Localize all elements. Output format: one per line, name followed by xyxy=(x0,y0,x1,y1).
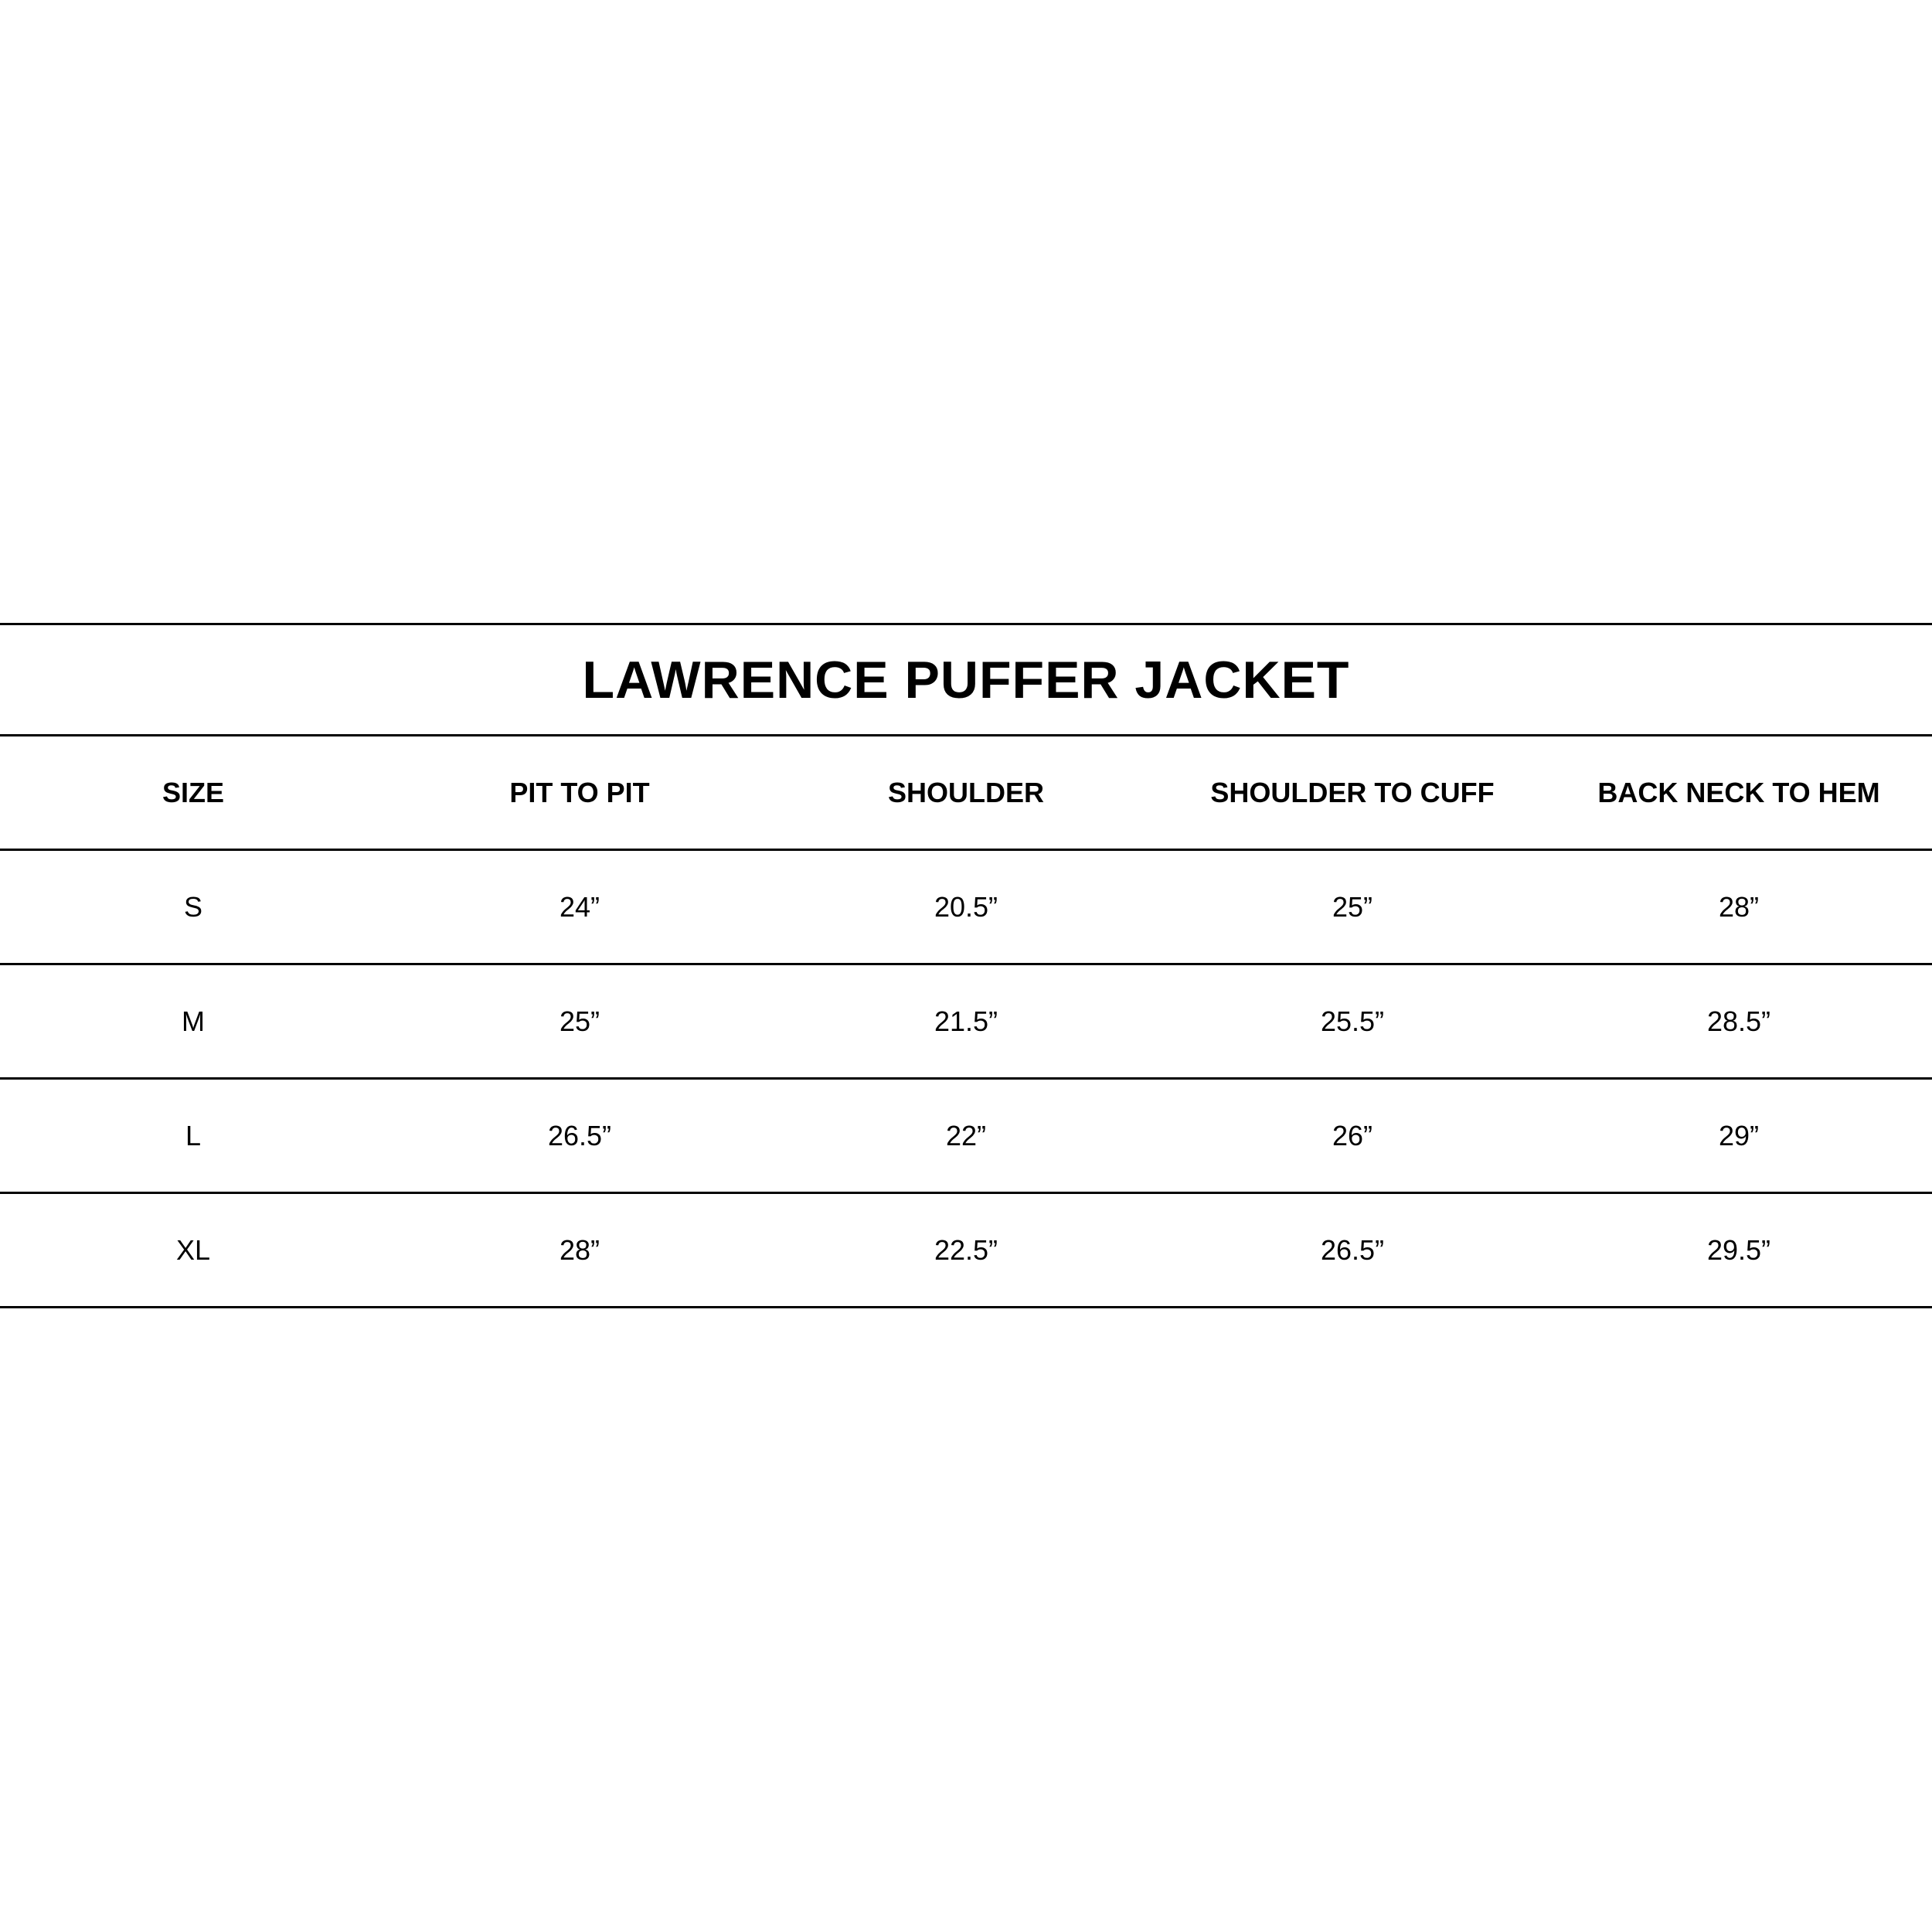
cell-back-neck-to-hem: 29.5” xyxy=(1706,1233,1771,1266)
cell-size: XL xyxy=(175,1233,211,1266)
size-chart-table xyxy=(0,623,1932,1308)
header-size: SIZE xyxy=(162,776,224,808)
table-row xyxy=(0,1194,1932,1308)
cell-pit-to-pit: 25” xyxy=(559,1005,600,1037)
cell-shoulder-to-cuff: 26” xyxy=(1332,1119,1373,1151)
table-row xyxy=(0,1080,1932,1194)
cell-shoulder-to-cuff: 25” xyxy=(1332,890,1373,923)
header-shoulder: SHOULDER xyxy=(887,776,1044,808)
header-shoulder-to-cuff: SHOULDER TO CUFF xyxy=(1210,776,1495,808)
cell-shoulder: 20.5” xyxy=(934,890,998,923)
cell-shoulder-to-cuff: 25.5” xyxy=(1320,1005,1385,1037)
cell-size: S xyxy=(183,890,202,923)
table-row xyxy=(0,965,1932,1080)
header-back-neck-to-hem: BACK NECK TO HEM xyxy=(1597,776,1880,808)
cell-pit-to-pit: 24” xyxy=(559,890,600,923)
cell-pit-to-pit: 26.5” xyxy=(547,1119,612,1151)
title-row xyxy=(0,623,1932,736)
cell-pit-to-pit: 28” xyxy=(559,1233,600,1266)
table-row xyxy=(0,851,1932,965)
cell-back-neck-to-hem: 29” xyxy=(1718,1119,1760,1151)
cell-shoulder: 22” xyxy=(945,1119,987,1151)
header-row xyxy=(0,736,1932,851)
cell-size: M xyxy=(182,1005,205,1037)
cell-shoulder: 21.5” xyxy=(934,1005,998,1037)
chart-title: LAWRENCE PUFFER JACKET xyxy=(582,650,1350,709)
cell-shoulder: 22.5” xyxy=(934,1233,998,1266)
cell-back-neck-to-hem: 28” xyxy=(1718,890,1760,923)
cell-size: L xyxy=(185,1119,202,1151)
cell-back-neck-to-hem: 28.5” xyxy=(1706,1005,1771,1037)
cell-shoulder-to-cuff: 26.5” xyxy=(1320,1233,1385,1266)
header-pit-to-pit: PIT TO PIT xyxy=(509,776,650,808)
